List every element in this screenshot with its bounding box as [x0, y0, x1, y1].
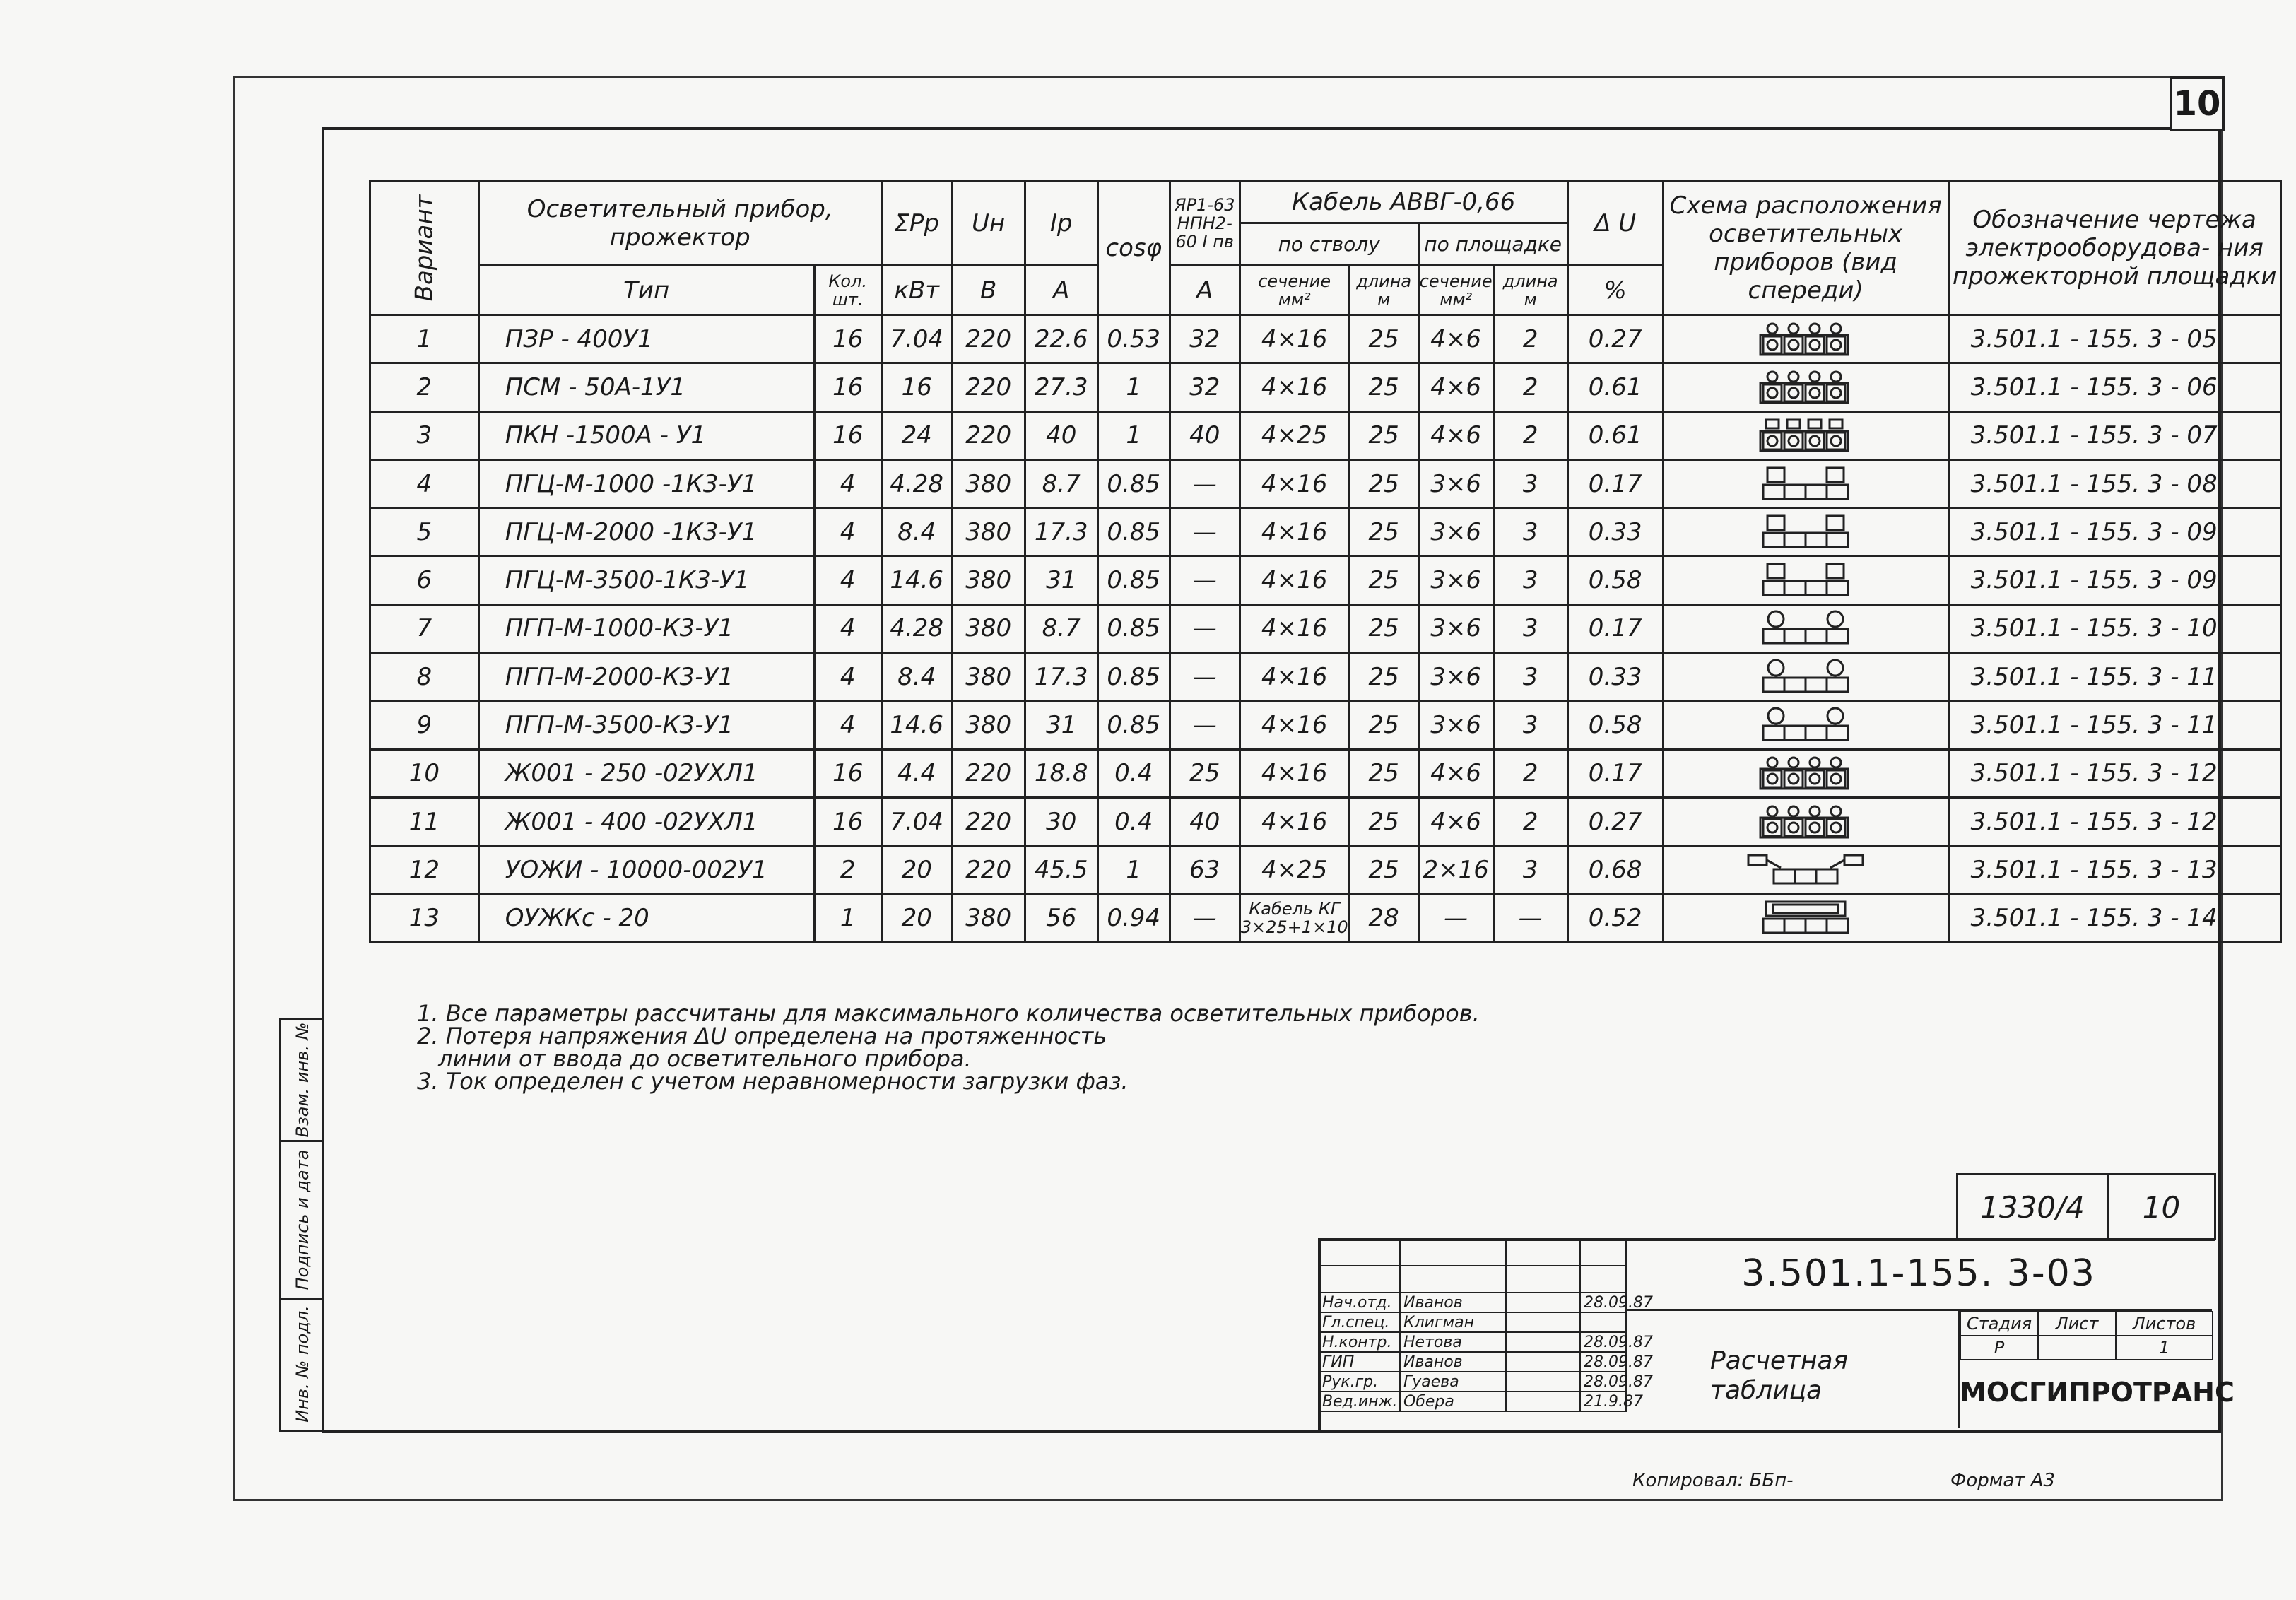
row-ip: 8.7 [1025, 604, 1097, 652]
row-section-trunk: 4×16 [1240, 653, 1349, 701]
table-row [370, 508, 2281, 556]
strip-cell-inventory: Инв. № подл. [293, 1305, 312, 1423]
row-sum-p: 24 [881, 411, 952, 459]
row-length-trunk: 25 [1349, 556, 1418, 604]
row-type: Ж001 - 400 -02УХЛ1 [478, 797, 814, 845]
row-drawing-code: 3.501.1 - 155. 3 - 06 [1948, 363, 2280, 411]
approval-role: Нач.отд. [1319, 1293, 1400, 1312]
row-fuse: — [1170, 894, 1240, 942]
row-drawing-code: 3.501.1 - 155. 3 - 12 [1948, 749, 2280, 797]
header-scheme: Схема расположения осветительных приборов (вид спереди) [1663, 181, 1948, 315]
row-un: 220 [952, 749, 1025, 797]
row-variant: 2 [370, 363, 479, 411]
row-un: 380 [952, 459, 1025, 507]
format-label: Формат А3 [1950, 1470, 2056, 1491]
header-du: Δ U [1567, 181, 1663, 266]
row-drawing-code: 3.501.1 - 155. 3 - 12 [1948, 797, 2280, 845]
row-variant: 4 [370, 459, 479, 507]
header-fixture: Осветительный прибор, прожектор [478, 181, 881, 266]
row-variant: 11 [370, 797, 479, 845]
row-qty: 4 [814, 604, 881, 652]
sheet-code-right: 10 [2142, 1190, 2181, 1225]
row-section-platform: 2×16 [1418, 846, 1493, 894]
row-du: 0.27 [1567, 315, 1663, 363]
row-sum-p: 4.28 [881, 604, 952, 652]
row-du: 0.17 [1567, 604, 1663, 652]
row-qty: 1 [814, 894, 881, 942]
row-ip: 40 [1025, 411, 1097, 459]
row-du: 0.33 [1567, 508, 1663, 556]
row-fuse: — [1170, 556, 1240, 604]
row-un: 380 [952, 604, 1025, 652]
approval-date: 21.9.87 [1580, 1392, 1626, 1411]
table-row [370, 459, 2281, 507]
row-sum-p: 16 [881, 363, 952, 411]
row-ip: 56 [1025, 894, 1097, 942]
header-cable: Кабель АВВГ-0,66 [1240, 181, 1567, 223]
header-variant: Вариант [370, 181, 479, 315]
side-strip [279, 1018, 324, 1432]
row-type: ПСМ - 50А-1У1 [478, 363, 814, 411]
row-cos: 0.53 [1097, 315, 1170, 363]
approval-signature [1506, 1312, 1580, 1332]
row-type: ОУЖКс - 20 [478, 894, 814, 942]
row-cos: 0.85 [1097, 459, 1170, 507]
row-un: 220 [952, 797, 1025, 845]
row-ip: 17.3 [1025, 508, 1097, 556]
stage-table [1960, 1311, 2213, 1360]
row-type: УОЖИ - 10000-002У1 [478, 846, 814, 894]
header-ip-unit: А [1025, 266, 1097, 315]
row-variant: 13 [370, 894, 479, 942]
row-section-platform: 3×6 [1418, 459, 1493, 507]
approval-signature [1506, 1332, 1580, 1352]
row-fuse: — [1170, 459, 1240, 507]
row-variant: 9 [370, 701, 479, 749]
row-un: 220 [952, 411, 1025, 459]
row-length-platform: — [1493, 894, 1567, 942]
row-ip: 17.3 [1025, 653, 1097, 701]
note-2: 2. Потеря напряжения ΔU определена на протяженность [417, 1023, 1107, 1049]
row-qty: 16 [814, 411, 881, 459]
row-length-platform: 3 [1493, 604, 1567, 652]
row-qty: 4 [814, 508, 881, 556]
row-length-platform: 3 [1493, 846, 1567, 894]
row-scheme-drawing [1663, 749, 1948, 797]
header-qty: Кол. шт. [814, 266, 881, 315]
row-fuse: — [1170, 701, 1240, 749]
sheet-value [2038, 1336, 2116, 1360]
row-length-platform: 3 [1493, 556, 1567, 604]
row-type: ПГП-М-2000-К3-У1 [478, 653, 814, 701]
row-length-platform: 2 [1493, 797, 1567, 845]
header-section-platform: сечение мм² [1418, 266, 1493, 315]
row-section-trunk: Кабель КГ 3×25+1×10 [1240, 894, 1349, 942]
row-fuse: 63 [1170, 846, 1240, 894]
header-un-unit: В [952, 266, 1025, 315]
row-un: 220 [952, 315, 1025, 363]
header-sum-p-unit: кВт [881, 266, 952, 315]
sheet-code-left: 1330/4 [1958, 1175, 2109, 1240]
note-1: 1. Все параметры рассчитаны для максимального количества осветительных приборов. [417, 1000, 1480, 1027]
header-length-trunk: длина м [1349, 266, 1418, 315]
approvals-grid [1318, 1238, 1653, 1412]
row-du: 0.61 [1567, 411, 1663, 459]
row-du: 0.27 [1567, 797, 1663, 845]
approval-name: Обера [1400, 1392, 1506, 1411]
row-du: 0.52 [1567, 894, 1663, 942]
row-drawing-code: 3.501.1 - 155. 3 - 11 [1948, 701, 2280, 749]
row-du: 0.68 [1567, 846, 1663, 894]
table-row [370, 653, 2281, 701]
row-sum-p: 14.6 [881, 701, 952, 749]
row-length-platform: 2 [1493, 411, 1567, 459]
row-variant: 1 [370, 315, 479, 363]
approval-name: Клигман [1400, 1312, 1506, 1332]
row-variant: 10 [370, 749, 479, 797]
row-length-trunk: 25 [1349, 363, 1418, 411]
header-type: Тип [478, 266, 814, 315]
row-type: ПЗР - 400У1 [478, 315, 814, 363]
row-cos: 0.85 [1097, 701, 1170, 749]
row-variant: 5 [370, 508, 479, 556]
header-du-unit: % [1567, 266, 1663, 315]
row-fuse: 32 [1170, 315, 1240, 363]
sheets-header: Листов [2116, 1312, 2213, 1336]
row-section-platform: 3×6 [1418, 508, 1493, 556]
row-section-platform: 4×6 [1418, 411, 1493, 459]
approval-role: Гл.спец. [1319, 1312, 1400, 1332]
table-row [370, 411, 2281, 459]
table-row [370, 749, 2281, 797]
row-scheme-drawing [1663, 315, 1948, 363]
row-drawing-code: 3.501.1 - 155. 3 - 07 [1948, 411, 2280, 459]
row-qty: 4 [814, 459, 881, 507]
row-ip: 30 [1025, 797, 1097, 845]
row-variant: 12 [370, 846, 479, 894]
row-sum-p: 20 [881, 846, 952, 894]
row-length-trunk: 25 [1349, 749, 1418, 797]
row-section-trunk: 4×25 [1240, 411, 1349, 459]
header-sum-p: ΣPр [881, 181, 952, 266]
approval-signature [1506, 1392, 1580, 1411]
approval-name: Иванов [1400, 1293, 1506, 1312]
row-type: ПГЦ-М-3500-1К3-У1 [478, 556, 814, 604]
row-scheme-drawing [1663, 363, 1948, 411]
header-drawing: Обозначение чертежа электрооборудова- ния прожекторной площадки [1948, 181, 2280, 315]
row-scheme-drawing [1663, 411, 1948, 459]
row-sum-p: 4.4 [881, 749, 952, 797]
approval-role: Рук.гр. [1319, 1372, 1400, 1392]
row-du: 0.17 [1567, 749, 1663, 797]
row-length-trunk: 25 [1349, 508, 1418, 556]
sheet-number: 10 [2170, 76, 2225, 131]
row-scheme-drawing [1663, 604, 1948, 652]
approval-role: Вед.инж. [1319, 1392, 1400, 1411]
row-section-platform: 4×6 [1418, 363, 1493, 411]
row-drawing-code: 3.501.1 - 155. 3 - 09 [1948, 556, 2280, 604]
approval-date: 28.09.87 [1580, 1332, 1626, 1352]
header-fuse-unit: А [1170, 266, 1240, 315]
table-row [370, 556, 2281, 604]
approval-date [1580, 1312, 1626, 1332]
table-row [370, 604, 2281, 652]
table-row [370, 363, 2281, 411]
approval-signature [1506, 1372, 1580, 1392]
sheet-header: Лист [2038, 1312, 2116, 1336]
row-section-trunk: 4×16 [1240, 701, 1349, 749]
header-section-trunk: сечение мм² [1240, 266, 1349, 315]
row-section-platform: 4×6 [1418, 315, 1493, 363]
row-ip: 18.8 [1025, 749, 1097, 797]
approval-date: 28.09.87 [1580, 1352, 1626, 1372]
approval-row [1319, 1392, 1626, 1411]
row-sum-p: 20 [881, 894, 952, 942]
row-sum-p: 8.4 [881, 508, 952, 556]
row-ip: 27.3 [1025, 363, 1097, 411]
row-qty: 16 [814, 363, 881, 411]
row-section-trunk: 4×16 [1240, 459, 1349, 507]
table-row [370, 315, 2281, 363]
row-ip: 31 [1025, 701, 1097, 749]
row-length-platform: 3 [1493, 508, 1567, 556]
row-length-trunk: 25 [1349, 701, 1418, 749]
row-fuse: 40 [1170, 797, 1240, 845]
row-sum-p: 14.6 [881, 556, 952, 604]
row-fuse: 32 [1170, 363, 1240, 411]
row-type: Ж001 - 250 -02УХЛ1 [478, 749, 814, 797]
row-ip: 45.5 [1025, 846, 1097, 894]
row-scheme-drawing [1663, 556, 1948, 604]
row-length-trunk: 25 [1349, 604, 1418, 652]
sheet-code-box [1956, 1173, 2216, 1240]
row-section-platform: 3×6 [1418, 604, 1493, 652]
row-cos: 0.85 [1097, 653, 1170, 701]
row-variant: 3 [370, 411, 479, 459]
row-scheme-drawing [1663, 459, 1948, 507]
notes [417, 1002, 1480, 1093]
row-un: 380 [952, 894, 1025, 942]
header-cos: cosφ [1097, 181, 1170, 315]
row-section-trunk: 4×16 [1240, 604, 1349, 652]
row-sum-p: 7.04 [881, 797, 952, 845]
row-length-trunk: 25 [1349, 459, 1418, 507]
row-qty: 4 [814, 701, 881, 749]
row-length-trunk: 25 [1349, 797, 1418, 845]
row-type: ПКН -1500А - У1 [478, 411, 814, 459]
row-variant: 7 [370, 604, 479, 652]
header-ip: Iр [1025, 181, 1097, 266]
approval-name: Нетова [1400, 1332, 1506, 1352]
approval-row [1319, 1312, 1626, 1332]
row-cos: 0.85 [1097, 556, 1170, 604]
row-length-platform: 3 [1493, 653, 1567, 701]
row-un: 380 [952, 701, 1025, 749]
table-row [370, 894, 2281, 942]
row-section-trunk: 4×16 [1240, 556, 1349, 604]
row-cos: 0.85 [1097, 508, 1170, 556]
row-ip: 31 [1025, 556, 1097, 604]
row-ip: 22.6 [1025, 315, 1097, 363]
row-un: 380 [952, 556, 1025, 604]
document-name: Расчетная таблица [1625, 1311, 1960, 1428]
row-fuse: — [1170, 604, 1240, 652]
row-cos: 1 [1097, 363, 1170, 411]
row-un: 380 [952, 653, 1025, 701]
approval-row [1319, 1352, 1626, 1372]
row-section-trunk: 4×16 [1240, 363, 1349, 411]
row-du: 0.17 [1567, 459, 1663, 507]
row-drawing-code: 3.501.1 - 155. 3 - 11 [1948, 653, 2280, 701]
row-qty: 16 [814, 315, 881, 363]
row-du: 0.33 [1567, 653, 1663, 701]
row-length-platform: 3 [1493, 701, 1567, 749]
row-un: 220 [952, 846, 1025, 894]
row-section-trunk: 4×16 [1240, 749, 1349, 797]
row-cos: 0.85 [1097, 604, 1170, 652]
approval-signature [1506, 1293, 1580, 1312]
approval-name: Иванов [1400, 1352, 1506, 1372]
row-length-trunk: 25 [1349, 846, 1418, 894]
row-type: ПГЦ-М-2000 -1К3-У1 [478, 508, 814, 556]
row-section-trunk: 4×16 [1240, 508, 1349, 556]
row-section-platform: 3×6 [1418, 556, 1493, 604]
row-du: 0.58 [1567, 701, 1663, 749]
row-length-trunk: 25 [1349, 411, 1418, 459]
row-length-trunk: 25 [1349, 653, 1418, 701]
row-section-trunk: 4×16 [1240, 797, 1349, 845]
header-cable-trunk: по стволу [1240, 223, 1418, 266]
copied-by: Копировал: ББп- [1632, 1470, 1794, 1491]
row-drawing-code: 3.501.1 - 155. 3 - 14 [1948, 894, 2280, 942]
row-type: ПГП-М-3500-К3-У1 [478, 701, 814, 749]
row-variant: 6 [370, 556, 479, 604]
strip-cell-replaced: Взам. инв. № [281, 1020, 324, 1142]
approval-name: Гуаева [1400, 1372, 1506, 1392]
row-type: ПГЦ-М-1000 -1К3-У1 [478, 459, 814, 507]
approval-role: Н.контр. [1319, 1332, 1400, 1352]
row-scheme-drawing [1663, 894, 1948, 942]
row-variant: 8 [370, 653, 479, 701]
row-type: ПГП-М-1000-К3-У1 [478, 604, 814, 652]
row-section-platform: 4×6 [1418, 749, 1493, 797]
row-drawing-code: 3.501.1 - 155. 3 - 10 [1948, 604, 2280, 652]
row-fuse: — [1170, 508, 1240, 556]
organization: МОСГИПРОТРАНС [1960, 1377, 2235, 1408]
strip-cell-signature: Подпись и дата [281, 1142, 324, 1300]
row-qty: 2 [814, 846, 881, 894]
row-drawing-code: 3.501.1 - 155. 3 - 08 [1948, 459, 2280, 507]
row-length-trunk: 25 [1349, 315, 1418, 363]
row-section-platform: — [1418, 894, 1493, 942]
row-cos: 0.94 [1097, 894, 1170, 942]
calculation-table [369, 180, 2282, 943]
row-du: 0.61 [1567, 363, 1663, 411]
header-cable-platform: по площадке [1418, 223, 1567, 266]
row-cos: 0.4 [1097, 797, 1170, 845]
row-sum-p: 8.4 [881, 653, 952, 701]
row-length-platform: 2 [1493, 749, 1567, 797]
header-length-platform: длина м [1493, 266, 1567, 315]
row-section-platform: 4×6 [1418, 797, 1493, 845]
row-qty: 4 [814, 556, 881, 604]
note-3: 3. Ток определен с учетом неравномерности загрузки фаз. [417, 1068, 1129, 1095]
row-section-trunk: 4×16 [1240, 315, 1349, 363]
row-du: 0.58 [1567, 556, 1663, 604]
row-cos: 1 [1097, 411, 1170, 459]
row-fuse: — [1170, 653, 1240, 701]
row-length-trunk: 28 [1349, 894, 1418, 942]
row-scheme-drawing [1663, 508, 1948, 556]
sheets-value: 1 [2116, 1336, 2213, 1360]
row-section-trunk: 4×25 [1240, 846, 1349, 894]
header-un: Uн [952, 181, 1025, 266]
approval-signature [1506, 1352, 1580, 1372]
row-un: 380 [952, 508, 1025, 556]
row-section-platform: 3×6 [1418, 653, 1493, 701]
row-fuse: 25 [1170, 749, 1240, 797]
table-row [370, 846, 2281, 894]
row-length-platform: 2 [1493, 315, 1567, 363]
stage-value: Р [1960, 1336, 2038, 1360]
row-qty: 16 [814, 749, 881, 797]
row-cos: 1 [1097, 846, 1170, 894]
approval-row [1319, 1372, 1626, 1392]
row-qty: 4 [814, 653, 881, 701]
row-scheme-drawing [1663, 846, 1948, 894]
row-un: 220 [952, 363, 1025, 411]
table-row [370, 701, 2281, 749]
row-drawing-code: 3.501.1 - 155. 3 - 09 [1948, 508, 2280, 556]
document-number: 3.501.1-155. 3-03 [1625, 1238, 2212, 1311]
approval-date: 28.09.87 [1580, 1293, 1626, 1312]
note-2-cont: линии от ввода до осветительного прибора. [438, 1045, 972, 1072]
row-length-platform: 3 [1493, 459, 1567, 507]
row-section-platform: 3×6 [1418, 701, 1493, 749]
approval-date: 28.09.87 [1580, 1372, 1626, 1392]
stage-header: Стадия [1960, 1312, 2038, 1336]
row-length-platform: 2 [1493, 363, 1567, 411]
row-drawing-code: 3.501.1 - 155. 3 - 05 [1948, 315, 2280, 363]
row-qty: 16 [814, 797, 881, 845]
row-sum-p: 7.04 [881, 315, 952, 363]
header-fuse: ЯР1-63 НПН2-60 I пв [1170, 181, 1240, 266]
row-scheme-drawing [1663, 797, 1948, 845]
row-ip: 8.7 [1025, 459, 1097, 507]
row-cos: 0.4 [1097, 749, 1170, 797]
approval-row [1319, 1332, 1626, 1352]
table-row [370, 797, 2281, 845]
row-scheme-drawing [1663, 701, 1948, 749]
row-drawing-code: 3.501.1 - 155. 3 - 13 [1948, 846, 2280, 894]
approval-row [1319, 1293, 1626, 1312]
row-scheme-drawing [1663, 653, 1948, 701]
row-sum-p: 4.28 [881, 459, 952, 507]
approval-role: ГИП [1319, 1352, 1400, 1372]
row-fuse: 40 [1170, 411, 1240, 459]
